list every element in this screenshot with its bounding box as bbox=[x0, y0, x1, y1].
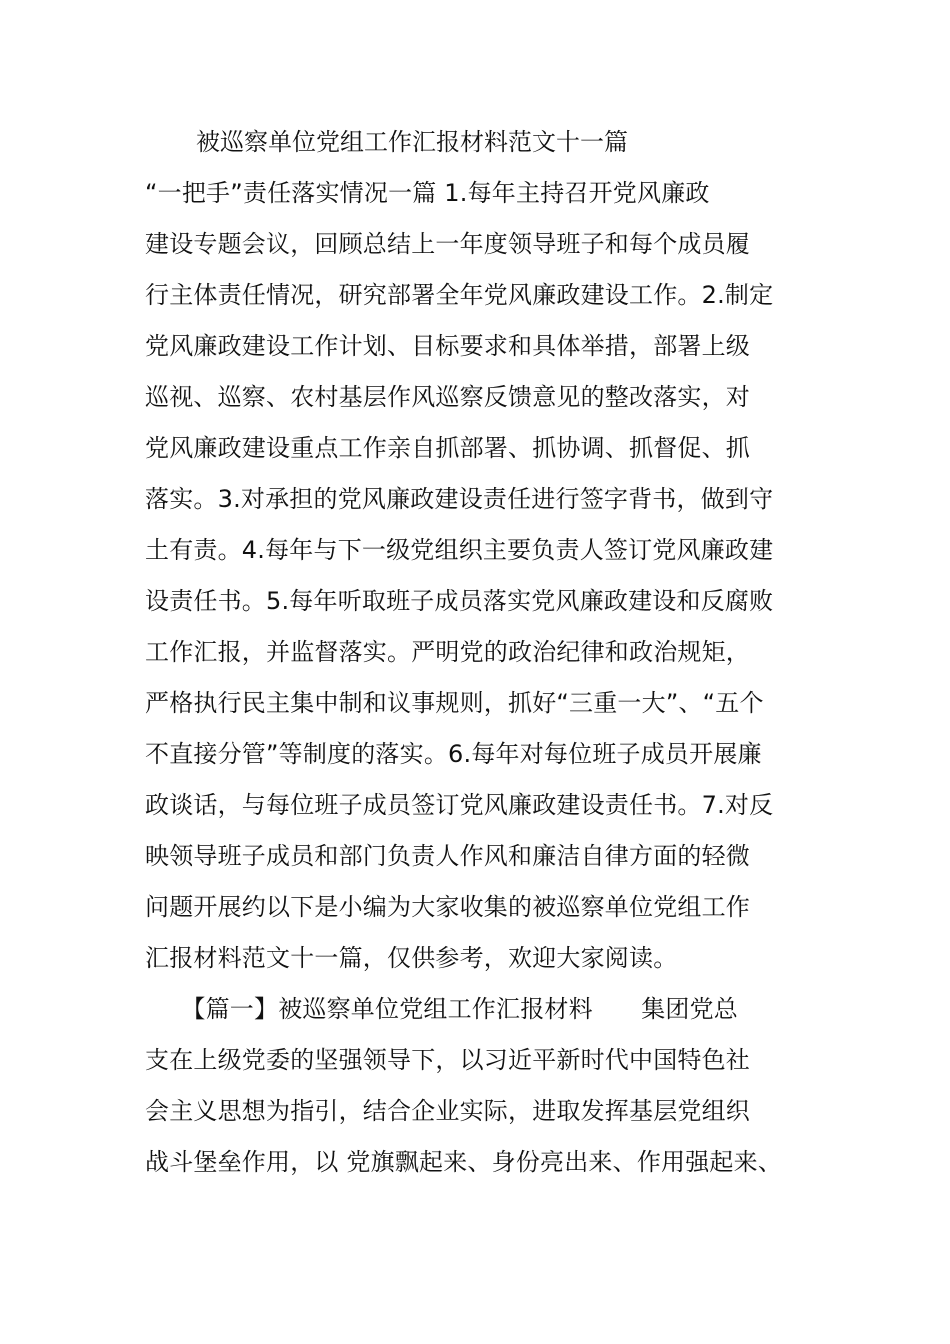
text-line: 建设专题会议，回顾总结上一年度领导班子和每个成员履 bbox=[145, 230, 750, 258]
text-line: 不直接分管”等制度的落实。6.每年对每位班子成员开展廉 bbox=[145, 740, 762, 768]
text-line: 汇报材料范文十一篇，仅供参考，欢迎大家阅读。 bbox=[145, 944, 678, 972]
text-line: 行主体责任情况，研究部署全年党风廉政建设工作。2.制定 bbox=[145, 281, 774, 309]
text-line: 落实。3.对承担的党风廉政建设责任进行签字背书，做到守 bbox=[145, 485, 774, 513]
text-line: 巡视、巡察、农村基层作风巡察反馈意见的整改落实，对 bbox=[145, 383, 750, 411]
text-line: 设责任书。5.每年听取班子成员落实党风廉政建设和反腐败 bbox=[145, 587, 774, 615]
text-line: 支在上级党委的坚强领导下，以习近平新时代中国特色社 bbox=[145, 1046, 750, 1074]
text-line: 会主义思想为指引，结合企业实际，进取发挥基层党组织 bbox=[145, 1097, 750, 1125]
text-line: 严格执行民主集中制和议事规则，抓好“三重一大”、“五个 bbox=[145, 689, 764, 717]
text-line: 土有责。4.每年与下一级党组织主要负责人签订党风廉政建 bbox=[145, 536, 774, 564]
document-title: 被巡察单位党组工作汇报材料范文十一篇 bbox=[196, 128, 628, 156]
text-line: 工作汇报，并监督落实。严明党的政治纪律和政治规矩， bbox=[145, 638, 750, 666]
text-line: 映领导班子成员和部门负责人作风和廉洁自律方面的轻微 bbox=[145, 842, 750, 870]
text-line: “一把手”责任落实情况一篇 1.每年主持召开党风廉政 bbox=[145, 179, 710, 207]
text-line: 政谈话，与每位班子成员签订党风廉政建设责任书。7.对反 bbox=[145, 791, 774, 819]
text-line: 党风廉政建设重点工作亲自抓部署、抓协调、抓督促、抓 bbox=[145, 434, 750, 462]
text-line: 【篇一】被巡察单位党组工作汇报材料 集团党总 bbox=[145, 995, 738, 1023]
text-line: 战斗堡垒作用，以 党旗飘起来、身份亮出来、作用强起来、 bbox=[145, 1148, 783, 1176]
text-line: 党风廉政建设工作计划、目标要求和具体举措，部署上级 bbox=[145, 332, 750, 360]
text-line: 问题开展约以下是小编为大家收集的被巡察单位党组工作 bbox=[145, 893, 750, 921]
